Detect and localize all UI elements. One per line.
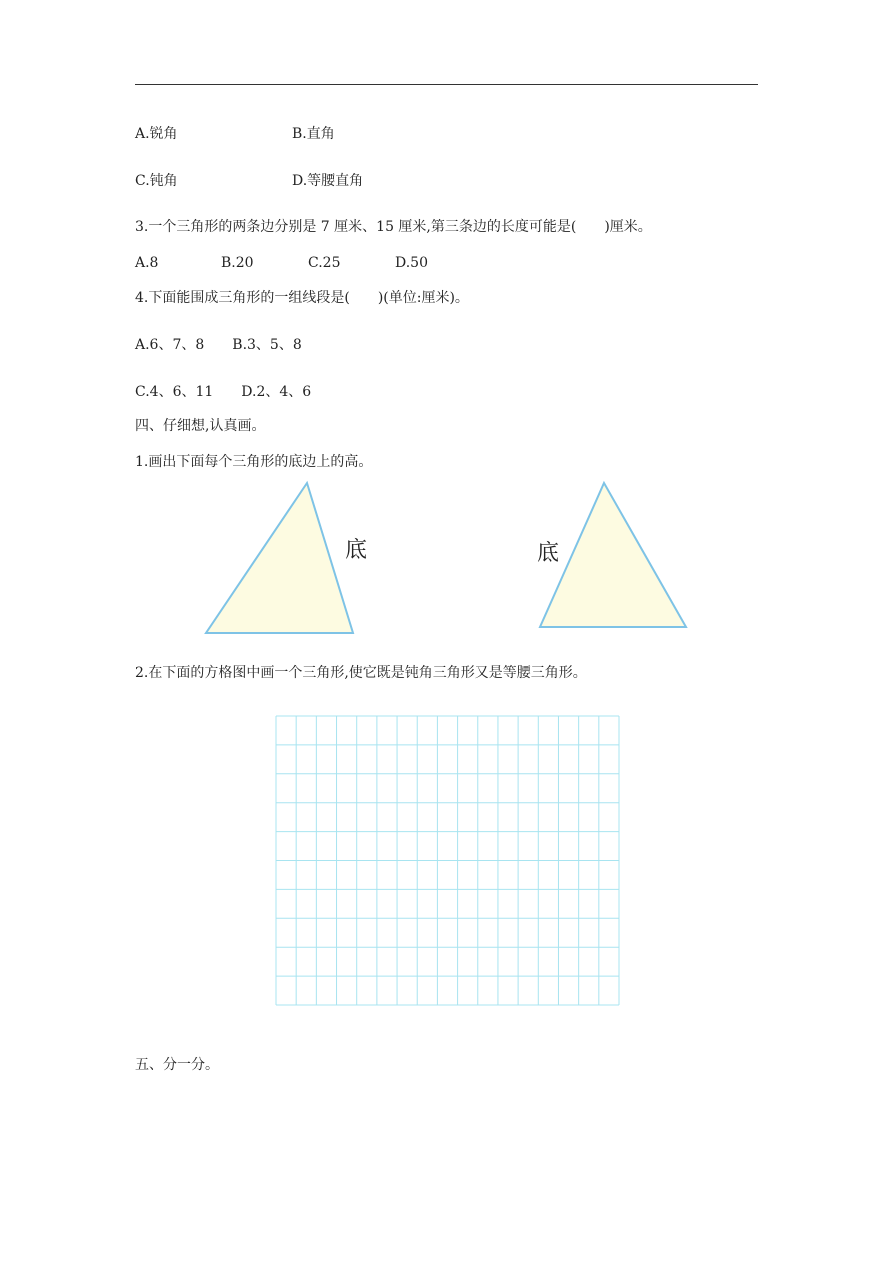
triangle-left[interactable] — [200, 478, 360, 638]
q4-options-row2[interactable]: C.4、6、11 D.2、4、6 — [135, 384, 312, 400]
q4-options-row1[interactable]: A.6、7、8 B.3、5、8 — [135, 337, 302, 353]
q3-option-b[interactable]: B.20 — [221, 255, 254, 271]
square-grid[interactable] — [275, 715, 620, 1006]
header-rule — [135, 84, 758, 85]
section4-q2: 2.在下面的方格图中画一个三角形,使它既是钝角三角形又是等腰三角形。 — [135, 665, 587, 681]
q2-option-a[interactable]: A.锐角 — [135, 126, 178, 142]
q3-option-a[interactable]: A.8 — [135, 255, 159, 271]
triangle-left-shape[interactable] — [206, 483, 353, 633]
base-label-left: 底 — [345, 538, 368, 563]
base-label-right: 底 — [537, 541, 560, 566]
section4-q1: 1.画出下面每个三角形的底边上的高。 — [135, 454, 373, 470]
q2-option-b[interactable]: B.直角 — [292, 126, 335, 142]
triangle-right-shape[interactable] — [540, 483, 686, 627]
q4-question: 4.下面能围成三角形的一组线段是( )(单位:厘米)。 — [135, 290, 469, 306]
section5-title: 五、分一分。 — [135, 1057, 219, 1073]
q3-option-c[interactable]: C.25 — [308, 255, 341, 271]
q3-question: 3.一个三角形的两条边分别是 7 厘米、15 厘米,第三条边的长度可能是( )厘米。 — [135, 219, 652, 235]
section4-title: 四、仔细想,认真画。 — [135, 418, 266, 434]
q2-option-d[interactable]: D.等腰直角 — [292, 173, 364, 189]
q3-option-d[interactable]: D.50 — [395, 255, 428, 271]
q2-option-c[interactable]: C.钝角 — [135, 173, 178, 189]
